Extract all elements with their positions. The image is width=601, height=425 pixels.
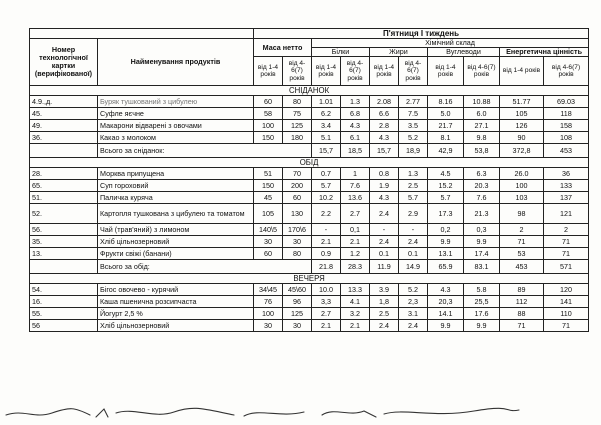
value-cell: 70	[283, 168, 312, 180]
value-cell: 17.4	[464, 248, 500, 260]
value-cell: 6.2	[312, 108, 341, 120]
value-cell: 75	[283, 108, 312, 120]
value-cell: 26.0	[500, 168, 544, 180]
tech-card-number: 49.	[30, 120, 98, 132]
total-value: 372,8	[500, 144, 544, 158]
total-row	[30, 144, 589, 158]
value-cell: 0,1	[341, 224, 370, 236]
age-header-a: від 1-4 років	[428, 57, 464, 86]
product-name: Картопля тушкована з цибулею та томатом	[98, 204, 254, 224]
table-row	[30, 120, 589, 132]
value-cell: 30	[254, 236, 283, 248]
value-cell: 10.88	[464, 96, 500, 108]
value-cell: 5.7	[399, 192, 428, 204]
table-row	[30, 96, 589, 108]
value-cell: 7.6	[341, 180, 370, 192]
value-cell: 71	[500, 236, 544, 248]
value-cell: 1.2	[341, 248, 370, 260]
value-cell: 96	[283, 296, 312, 308]
value-cell: 60	[254, 96, 283, 108]
value-cell: 140\5	[254, 224, 283, 236]
value-cell: 200	[283, 180, 312, 192]
value-cell: 2.8	[370, 120, 399, 132]
value-cell: 5.7	[428, 192, 464, 204]
value-cell: 2.9	[399, 204, 428, 224]
value-cell: 105	[500, 108, 544, 120]
value-cell: 98	[500, 204, 544, 224]
value-cell: 2.4	[399, 320, 428, 332]
value-cell: 120	[544, 284, 589, 296]
value-cell: 100	[500, 180, 544, 192]
value-cell: 0.9	[312, 248, 341, 260]
value-cell: 69.03	[544, 96, 589, 108]
value-cell: 6.8	[341, 108, 370, 120]
value-cell: 13.1	[428, 248, 464, 260]
value-cell: 30	[283, 236, 312, 248]
menu-table	[29, 28, 589, 332]
value-cell: 100	[254, 308, 283, 320]
value-cell: 3.2	[341, 308, 370, 320]
value-cell: 20.3	[464, 180, 500, 192]
value-cell: 34\45	[254, 284, 283, 296]
total-value: 21.8	[312, 260, 341, 274]
blank-cell	[30, 29, 254, 39]
value-cell: 20,3	[428, 296, 464, 308]
tech-card-number: 56	[30, 320, 98, 332]
total-value: 571	[544, 260, 589, 274]
value-cell: 4.1	[341, 296, 370, 308]
header-weight: Маса нетто	[254, 39, 312, 57]
product-name: Каша пшенична розсипчаста	[98, 296, 254, 308]
value-cell: 89	[500, 284, 544, 296]
product-name: Паличка куряча	[98, 192, 254, 204]
value-cell: 25,5	[464, 296, 500, 308]
blank-cell	[30, 144, 98, 158]
value-cell: 3.9	[370, 284, 399, 296]
value-cell: 158	[544, 120, 589, 132]
tech-card-number: 28.	[30, 168, 98, 180]
table-row	[30, 180, 589, 192]
total-value: 28.3	[341, 260, 370, 274]
value-cell: 88	[500, 308, 544, 320]
value-cell: 5.0	[428, 108, 464, 120]
section-title: ВЕЧЕРЯ	[30, 274, 589, 284]
value-cell: 60	[254, 248, 283, 260]
product-name: Хліб цільнозерновий	[98, 320, 254, 332]
tech-card-number: 36.	[30, 132, 98, 144]
value-cell: 3.4	[312, 120, 341, 132]
value-cell: 30	[254, 320, 283, 332]
product-name: Какао з молоком	[98, 132, 254, 144]
age-header-a: від 1-4 років	[500, 57, 544, 86]
product-name: Йогурт 2,5 %	[98, 308, 254, 320]
section-title: ОБІД	[30, 158, 589, 168]
value-cell: 6.3	[464, 168, 500, 180]
value-cell: 21.7	[428, 120, 464, 132]
total-value: 65.9	[428, 260, 464, 274]
table-row	[30, 296, 589, 308]
value-cell: 121	[544, 204, 589, 224]
tech-card-number: 51.	[30, 192, 98, 204]
value-cell: 10.2	[312, 192, 341, 204]
handwritten-signature	[4, 403, 524, 423]
value-cell: 15.2	[428, 180, 464, 192]
product-name: Фрукти свіжі (банани)	[98, 248, 254, 260]
total-value: 11.9	[370, 260, 399, 274]
value-cell: 3,3	[312, 296, 341, 308]
value-cell: 2.1	[312, 236, 341, 248]
section-header	[30, 274, 589, 284]
value-cell: 13.3	[341, 284, 370, 296]
value-cell: 5.1	[312, 132, 341, 144]
value-cell: 51.77	[500, 96, 544, 108]
value-cell: 45\60	[283, 284, 312, 296]
header-protein: Білки	[312, 48, 370, 57]
value-cell: 4.3	[370, 132, 399, 144]
blank-cell	[30, 260, 98, 274]
value-cell: 90	[500, 132, 544, 144]
age-header-b: від 4-6(7) років	[283, 57, 312, 86]
value-cell: 76	[254, 296, 283, 308]
value-cell: 9.9	[464, 320, 500, 332]
value-cell: 1,8	[370, 296, 399, 308]
product-name: Хліб цільнозерновий	[98, 236, 254, 248]
product-name: Суп гороховий	[98, 180, 254, 192]
value-cell: 6.0	[464, 108, 500, 120]
product-name: Буряк тушкований з цибулею	[98, 96, 254, 108]
value-cell: 51	[254, 168, 283, 180]
value-cell: 1.3	[399, 168, 428, 180]
value-cell: 9.9	[428, 320, 464, 332]
value-cell: 45	[254, 192, 283, 204]
value-cell: 7.6	[464, 192, 500, 204]
section-header	[30, 158, 589, 168]
value-cell: 112	[500, 296, 544, 308]
value-cell: 118	[544, 108, 589, 120]
tech-card-number: 45.	[30, 108, 98, 120]
value-cell: 0.7	[312, 168, 341, 180]
value-cell: 137	[544, 192, 589, 204]
value-cell: 2.7	[341, 204, 370, 224]
value-cell: 4.3	[341, 120, 370, 132]
value-cell: 1.01	[312, 96, 341, 108]
value-cell: 2.2	[312, 204, 341, 224]
value-cell: 5.8	[464, 284, 500, 296]
header-code: Номер технологічної картки (верифікованої)	[30, 39, 98, 86]
value-cell: 6.6	[370, 108, 399, 120]
value-cell: 2.1	[312, 320, 341, 332]
section-header	[30, 86, 589, 96]
table-row	[30, 236, 589, 248]
header-chemical: Хімічний склад	[312, 39, 589, 48]
value-cell: 0.8	[370, 168, 399, 180]
value-cell: 9.9	[464, 236, 500, 248]
value-cell: 5.2	[399, 132, 428, 144]
value-cell: 53	[500, 248, 544, 260]
header-product: Найменування продуктів	[98, 39, 254, 86]
total-row	[30, 260, 589, 274]
value-cell: 60	[283, 192, 312, 204]
value-cell: 9.9	[428, 236, 464, 248]
value-cell: 2.4	[370, 320, 399, 332]
value-cell: 2.77	[399, 96, 428, 108]
product-name: Чай (трав'яний) з лимоном	[98, 224, 254, 236]
value-cell: 5.7	[312, 180, 341, 192]
total-value: 18,9	[399, 144, 428, 158]
total-label: Всього за сніданок:	[98, 144, 312, 158]
value-cell: 58	[254, 108, 283, 120]
value-cell: 71	[544, 320, 589, 332]
header-energy: Енергетична цінність	[500, 48, 589, 57]
value-cell: -	[399, 224, 428, 236]
value-cell: 2	[544, 224, 589, 236]
value-cell: 0,3	[464, 224, 500, 236]
table-row	[30, 168, 589, 180]
value-cell: 3.1	[399, 308, 428, 320]
value-cell: 0,2	[428, 224, 464, 236]
value-cell: 2.08	[370, 96, 399, 108]
table-row	[30, 204, 589, 224]
value-cell: 1.3	[341, 96, 370, 108]
value-cell: 5.2	[399, 284, 428, 296]
value-cell: 110	[544, 308, 589, 320]
total-value: 15,7	[312, 144, 341, 158]
value-cell: 6.1	[341, 132, 370, 144]
value-cell: 4.3	[428, 284, 464, 296]
tech-card-number: 56.	[30, 224, 98, 236]
total-value: 14.9	[399, 260, 428, 274]
value-cell: 2	[500, 224, 544, 236]
total-value: 53,8	[464, 144, 500, 158]
table-row	[30, 108, 589, 120]
table-row	[30, 284, 589, 296]
value-cell: 150	[254, 180, 283, 192]
value-cell: 100	[254, 120, 283, 132]
tech-card-number: 4.9.,д.	[30, 96, 98, 108]
table-row	[30, 320, 589, 332]
age-header-a: від 1-4 років	[254, 57, 283, 86]
age-header-b: від 4-6(7) років	[544, 57, 589, 86]
value-cell: 2.1	[341, 236, 370, 248]
value-cell: 71	[544, 248, 589, 260]
table-row	[30, 132, 589, 144]
value-cell: -	[312, 224, 341, 236]
value-cell: 10.0	[312, 284, 341, 296]
value-cell: 170\6	[283, 224, 312, 236]
value-cell: 125	[283, 308, 312, 320]
value-cell: 71	[500, 320, 544, 332]
tech-card-number: 65.	[30, 180, 98, 192]
total-value: 42,9	[428, 144, 464, 158]
value-cell: 17.6	[464, 308, 500, 320]
tech-card-number: 52.	[30, 204, 98, 224]
product-name: Морква припущена	[98, 168, 254, 180]
value-cell: 1	[341, 168, 370, 180]
value-cell: 13.6	[341, 192, 370, 204]
value-cell: 7.5	[399, 108, 428, 120]
value-cell: 71	[544, 236, 589, 248]
value-cell: 80	[283, 96, 312, 108]
value-cell: 2.4	[370, 236, 399, 248]
product-name: Суфле яєчне	[98, 108, 254, 120]
value-cell: 2.5	[370, 308, 399, 320]
value-cell: 126	[500, 120, 544, 132]
value-cell: 27.1	[464, 120, 500, 132]
tech-card-number: 16.	[30, 296, 98, 308]
value-cell: 8.1	[428, 132, 464, 144]
value-cell: 1.9	[370, 180, 399, 192]
table-row	[30, 224, 589, 236]
header-fat: Жири	[370, 48, 428, 57]
value-cell: 0.1	[399, 248, 428, 260]
tech-card-number: 13.	[30, 248, 98, 260]
value-cell: 141	[544, 296, 589, 308]
value-cell: 180	[283, 132, 312, 144]
day-title: П'ятниця І тиждень	[254, 29, 589, 39]
value-cell: 17.3	[428, 204, 464, 224]
total-value: 18,5	[341, 144, 370, 158]
value-cell: 150	[254, 132, 283, 144]
value-cell: 3.5	[399, 120, 428, 132]
value-cell: 2.4	[370, 204, 399, 224]
value-cell: 4.3	[370, 192, 399, 204]
total-value: 15,7	[370, 144, 399, 158]
tech-card-number: 35.	[30, 236, 98, 248]
section-title: СНІДАНОК	[30, 86, 589, 96]
value-cell: 4.5	[428, 168, 464, 180]
age-header-b: від 4-6(7) років	[464, 57, 500, 86]
tech-card-number: 54.	[30, 284, 98, 296]
total-value: 83.1	[464, 260, 500, 274]
total-value: 453	[544, 144, 589, 158]
value-cell: 80	[283, 248, 312, 260]
age-header-a: від 1-4 років	[312, 57, 341, 86]
value-cell: 133	[544, 180, 589, 192]
value-cell: 103	[500, 192, 544, 204]
value-cell: 2.5	[399, 180, 428, 192]
product-name: Бігос овочево - курячий	[98, 284, 254, 296]
value-cell: 105	[254, 204, 283, 224]
value-cell: 21.3	[464, 204, 500, 224]
table-row	[30, 308, 589, 320]
age-header-b: від 4-6(7) років	[399, 57, 428, 86]
total-label: Всього за обід:	[98, 260, 312, 274]
product-name: Макарони відварені з овочами	[98, 120, 254, 132]
table-row	[30, 248, 589, 260]
total-value: 453	[500, 260, 544, 274]
header-carbs: Вуглеводи	[428, 48, 500, 57]
value-cell: 30	[283, 320, 312, 332]
value-cell: 130	[283, 204, 312, 224]
value-cell: -	[370, 224, 399, 236]
value-cell: 2.1	[341, 320, 370, 332]
value-cell: 125	[283, 120, 312, 132]
value-cell: 8.16	[428, 96, 464, 108]
value-cell: 2,3	[399, 296, 428, 308]
value-cell: 14.1	[428, 308, 464, 320]
age-header-a: від 1-4 років	[370, 57, 399, 86]
value-cell: 9.8	[464, 132, 500, 144]
value-cell: 2.7	[312, 308, 341, 320]
value-cell: 2.4	[399, 236, 428, 248]
value-cell: 36	[544, 168, 589, 180]
value-cell: 0.1	[370, 248, 399, 260]
age-header-b: від 4-6(7) років	[341, 57, 370, 86]
table-row	[30, 192, 589, 204]
value-cell: 108	[544, 132, 589, 144]
tech-card-number: 55.	[30, 308, 98, 320]
